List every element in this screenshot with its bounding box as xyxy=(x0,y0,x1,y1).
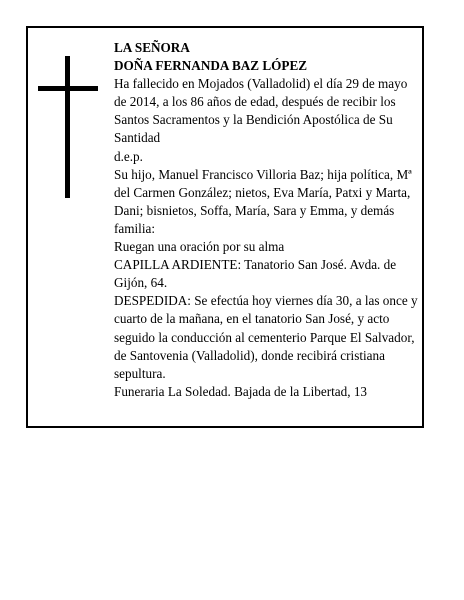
cross-horizontal-bar xyxy=(38,86,98,91)
deceased-name: DOÑA FERNANDA BAZ LÓPEZ xyxy=(114,58,308,74)
cross-icon xyxy=(38,56,98,198)
notice-title: LA SEÑORA xyxy=(114,40,190,55)
funeral-home-info: Funeraria La Soledad. Bajada de la Libertad, 13 xyxy=(114,383,368,399)
notice-text xyxy=(114,39,420,401)
family-list: Su hijo, Manuel Francisco Villoria Baz; hija política, Mª del Carmen González; nietos, Eva María, Patxi y Marta, Dani; bisnietos, Soffa, María, Sara y Emma, y demás familia: xyxy=(114,166,412,236)
cross-vertical-bar xyxy=(65,56,70,198)
dep-abbreviation: d.e.p. xyxy=(114,148,143,164)
prayer-request: Ruegan una oración por su alma xyxy=(114,239,285,255)
obituary-notice xyxy=(26,26,424,428)
farewell-info: DESPEDIDA: Se efectúa hoy viernes día 30, a las once y cuarto de la mañana, en el tanatorio San José, y acto seguido la conducción al cementerio Parque El Salvador, de Santovenia (Valladolid), donde recibirá cristiana sepultura. xyxy=(114,293,418,381)
death-announcement: Ha fallecido en Mojados (Valladolid) el día 29 de mayo de 2014, a los 86 años de edad, después de recibir los Santos Sacramentos y la Bendición Apostólica de Su Santidad xyxy=(114,76,408,146)
chapel-info: CAPILLA ARDIENTE: Tanatorio San José. Avda. de Gijón, 64. xyxy=(114,257,397,291)
